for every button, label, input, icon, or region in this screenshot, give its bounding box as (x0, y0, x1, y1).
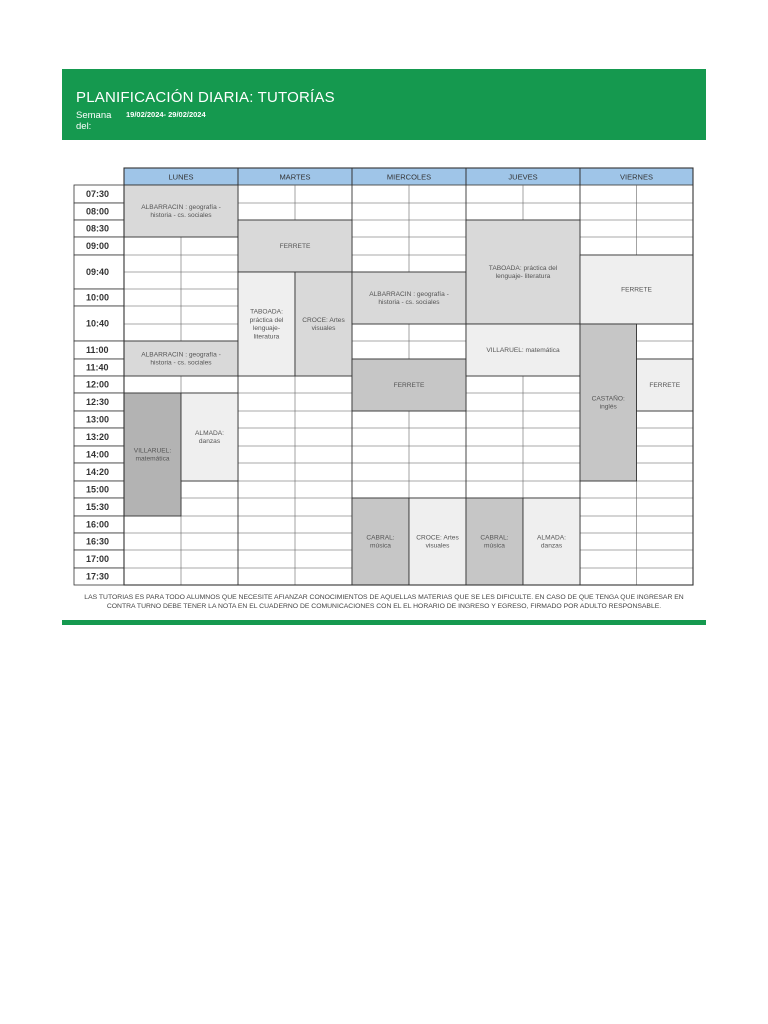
time-label: 13:20 (86, 431, 110, 442)
time-label: 09:40 (86, 266, 110, 277)
schedule-block-label: CABRAL: música (480, 534, 509, 550)
time-label: 16:30 (86, 536, 110, 547)
schedule-block-label: ALMADA: danzas (195, 429, 224, 445)
time-label: 15:00 (86, 484, 110, 495)
time-label: 16:00 (86, 519, 110, 530)
schedule-block-label: ALBARRACIN : geografía -historia - cs. sociales (141, 203, 221, 219)
day-header-label: LUNES (168, 172, 194, 182)
day-header-label: MIERCOLES (386, 172, 432, 182)
footer-note: LAS TUTORIAS ES PARA TODO ALUMNOS QUE NECESITE AFIANZAR CONOCIMIENTOS DE AQUELLAS MATERIAS QUE SE LES DIFICULTE. EN CASO DE QUE TENGA QUE INGRESAR EN CONTRA TURNO DEBE TENER LA NOTA EN EL CUADERNO DE COMUNICACIONES CON EL EL HORARIO DE INGRESO Y EGRESO, FIRMADO POR ADULTO RESPONSABLE. (84, 594, 684, 610)
time-label: 08:30 (86, 223, 110, 234)
schedule-block-label: FERRETE (393, 381, 425, 389)
schedule-block-label: ALMADA: danzas (537, 534, 566, 550)
time-label: 10:00 (86, 292, 110, 303)
time-label: 12:30 (86, 396, 110, 407)
week-value: 19/02/2024- 29/02/2024 (126, 110, 206, 119)
schedule-block-label: VILLARUEL: matemática (133, 447, 172, 463)
schedule-block-label: CABRAL: música (366, 534, 395, 550)
schedule-block-label: CASTAÑO: inglés (591, 395, 625, 411)
schedule-block-label: CROCE: Artes visuales (302, 316, 345, 332)
schedule-block-label: TABOADA: práctica del lenguaje- literatura (488, 264, 558, 280)
schedule-block-label: CROCE: Artes visuales (416, 534, 459, 550)
time-label: 17:30 (86, 571, 110, 582)
time-label: 09:00 (86, 240, 110, 251)
time-label: 15:30 (86, 501, 110, 512)
schedule-block-label: ALBARRACIN : geografía -historia - cs. sociales (141, 351, 221, 367)
time-label: 11:40 (86, 362, 109, 373)
day-header-label: MARTES (279, 172, 311, 182)
schedule-block-label: VILLARUEL: matemática (486, 346, 560, 354)
time-label: 07:30 (86, 188, 110, 199)
week-label: Semana del: (76, 110, 112, 132)
time-label: 11:00 (86, 344, 109, 355)
bottom-rule (62, 620, 706, 625)
page-title: PLANIFICACIÓN DIARIA: TUTORÍAS (76, 89, 335, 106)
schedule-block-label: FERRETE (649, 381, 681, 389)
time-label: 08:00 (86, 206, 110, 217)
time-label: 14:20 (86, 466, 110, 477)
day-header-label: JUEVES (508, 172, 538, 182)
schedule-block-label: FERRETE (279, 242, 311, 250)
time-label: 12:00 (86, 379, 110, 390)
schedule-block-label: ALBARRACIN : geografía -historia - cs. sociales (369, 290, 449, 306)
time-label: 10:40 (86, 318, 110, 329)
time-label: 17:00 (86, 553, 110, 564)
day-header-label: VIERNES (620, 172, 653, 182)
schedule-block-label: TABOADA: práctica del lenguaje-literatura (249, 308, 284, 341)
time-label: 14:00 (86, 449, 110, 460)
schedule-block-label: FERRETE (621, 286, 652, 294)
time-label: 13:00 (86, 414, 110, 425)
